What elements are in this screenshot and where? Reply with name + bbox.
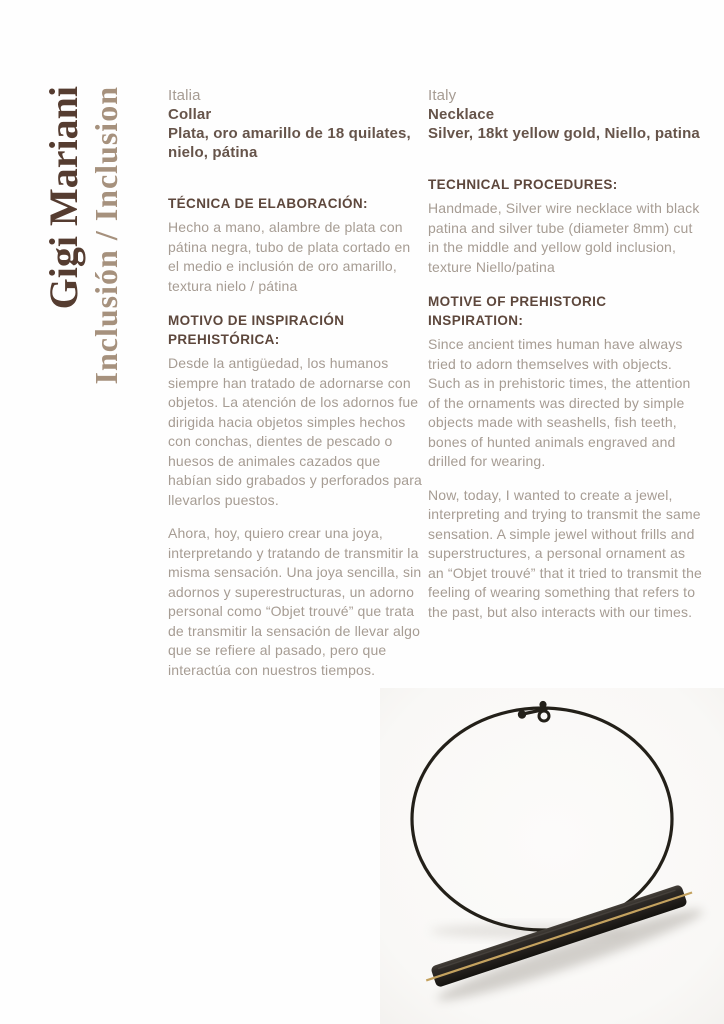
- object-type-en: Necklace: [428, 106, 495, 123]
- paragraph-technique-es: Hecho a mano, alambre de plata con pátina negra, tubo de plata cortado en el medio e inclusión de oro amarillo, textura nielo / pátina: [168, 219, 411, 294]
- paragraph-motive-2-es: Ahora, hoy, quiero crear una joya, interpretando y tratando de transmitir la misma sensación. Una joya sencilla, sin adornos y superestructuras, un adorno personal como “Objet trouvé” que trata de transmitir la sensación de llevar algo que se refiere al pasado, pero que interactúa con nuestros tiempos.: [168, 525, 422, 678]
- column-spanish: [168, 86, 422, 694]
- country-label-en: Italy: [428, 87, 457, 104]
- materials-en: Silver, 18kt yellow gold, Niello, patina: [428, 125, 700, 142]
- paragraph-technique-en: Handmade, Silver wire necklace with black patina and silver tube (diameter 8mm) cut in the middle and yellow gold inclusion, texture Niello/patina: [428, 200, 700, 275]
- work-title-vertical: Inclusión / Inclusion: [88, 86, 124, 385]
- section-heading-motive-en: MOTIVE OF PREHISTORIC INSPIRATION:: [428, 294, 607, 328]
- country-label-es: Italia: [168, 87, 201, 104]
- object-type-es: Collar: [168, 106, 212, 123]
- necklace-photo: [380, 688, 724, 1024]
- photo-background: [380, 688, 724, 1024]
- section-heading-technique-es: TÉCNICA DE ELABORACIÓN:: [168, 196, 368, 211]
- artist-name-vertical: Gigi Mariani: [41, 86, 86, 310]
- work-header-en: [428, 86, 702, 143]
- section-heading-motive-es: MOTIVO DE INSPIRACIÓN PREHISTÓRICA:: [168, 313, 345, 347]
- paragraph-motive-1-es: Desde la antigüedad, los humanos siempre han tratado de adornarse con objetos. La atención de los adornos fue dirigida hacia objetos simples hechos con conchas, dientes de pescado o huesos de animales cazados que habían sido grabados y perforados para llevarlos puestos.: [168, 355, 422, 508]
- work-header-es: [168, 86, 422, 162]
- materials-es: Plata, oro amarillo de 18 quilates, nielo, pátina: [168, 125, 411, 161]
- paragraph-motive-1-en: Since ancient times human have always tried to adorn themselves with objects. Such as in prehistoric times, the attention of the ornaments was directed by simple objects made with seashells, fish teeth, bones of hunted animals engraved and drilled for wearing.: [428, 336, 691, 469]
- section-heading-technique-en: TECHNICAL PROCEDURES:: [428, 177, 618, 192]
- column-english: [428, 86, 702, 636]
- paragraph-motive-2-en: Now, today, I wanted to create a jewel, interpreting and trying to transmit the same sensation. A simple jewel without frills and superstructures, a personal ornament as an “Objet trouvé” that it tried to transmit the feeling of wearing something that refers to the past, but also interacts with our times.: [428, 486, 702, 620]
